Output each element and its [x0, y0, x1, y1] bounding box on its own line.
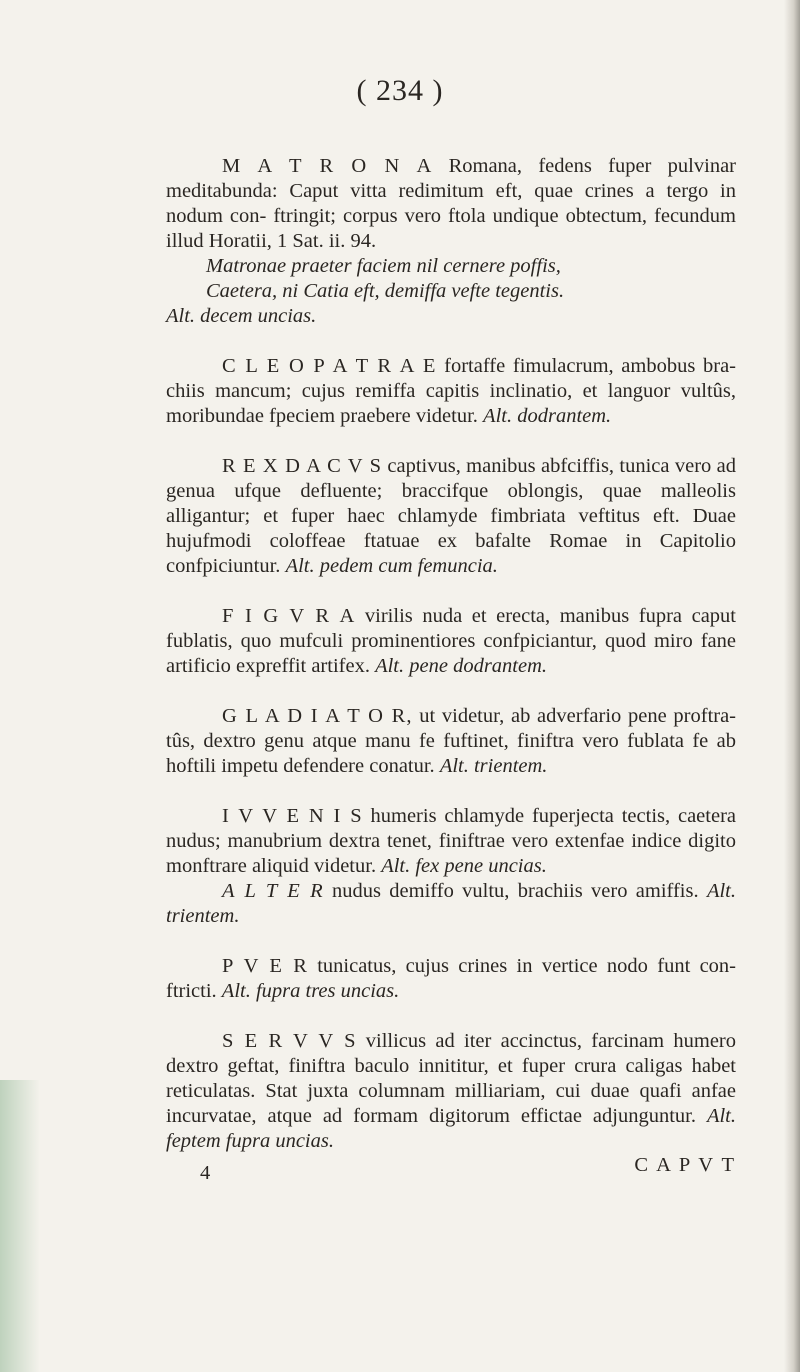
entry-heading: C L E O P A T R A E	[222, 355, 437, 377]
entry-heading: M A T R O N A	[222, 155, 433, 177]
page-stain	[0, 1080, 40, 1372]
entry-servus	[166, 1029, 736, 1154]
entry-height: Alt. decem uncias.	[166, 305, 317, 327]
entry-gladiator	[166, 704, 736, 779]
entry-heading: A L T E R	[222, 880, 324, 902]
entry-text: fortaffe fimulacrum, ambobus bra- chiis mancum; cujus remiffa capitis inclinatio, et languor vultûs, moribundae fpeciem praebere videtur.	[166, 355, 737, 427]
entry-height: Alt. fex pene uncias.	[381, 855, 547, 877]
page-edge-shadow	[784, 0, 800, 1372]
entry-heading: S E R V V S	[222, 1030, 357, 1052]
entry-matrona	[166, 154, 736, 329]
entry-figura	[166, 604, 736, 679]
entry-juvenis	[166, 804, 736, 929]
entry-height: Alt. dodrantem.	[483, 405, 612, 427]
entry-text: ut videtur, ab adverfario pene proftra- tûs, dextro genu atque manu fe fuftinet, finiftra vero fublata fe ab hoftili impetu defendere conatur.	[166, 705, 737, 777]
entry-text: captivus, manibus abfciffis, tunica vero ad genua ufque defluente; braccifque oblongis, quae malleolis alligantur; et fuper haec chlamyde fimbriata veftitus eft. Duae hujufmodi coloffeae ftatuae ex bafalte Romae in Capitolio confpiciuntur.	[166, 455, 736, 577]
entry-heading: F I G V R A	[222, 605, 356, 627]
catalogue-text	[166, 154, 736, 1179]
entry-text: Romana, fedens fuper pulvinar meditabunda: Caput vitta redimitum eft, quae crines a tergo in nodum con- ftringit; corpus vero ftola undique obtectum, fecundum illud Horatii, 1 Sat. ii. 94.	[166, 155, 736, 252]
entry-height: Alt. trientem.	[166, 880, 736, 927]
entry-heading: I V V E N I S	[222, 805, 363, 827]
entry-cleopatrae	[166, 354, 736, 429]
entry-heading: G L A D I A T O R,	[222, 705, 413, 727]
entry-height: Alt. fupra tres uncias.	[221, 980, 400, 1002]
entry-text: nudus demiffo vultu, brachiis vero amiffis.	[331, 880, 699, 902]
verse-line: Caetera, ni Catia eft, demiffa vefte tegentis.	[206, 280, 565, 302]
entry-text: virilis nuda et erecta, manibus fupra caput fublatis, quo mufculi prominentiores confpiciantur, quod miro fane artificio expreffit artifex.	[166, 605, 736, 677]
entry-text: humeris chlamyde fuperjecta tectis, caetera nudus; manubrium dextra tenet, finiftrae vero extenfae indice digito monftrare aliquid videtur.	[166, 805, 736, 877]
verse-line: Matronae praeter faciem nil cernere poffis,	[206, 255, 561, 277]
entry-text: tunicatus, cujus crines in vertice nodo funt con- ftricti.	[166, 955, 737, 1002]
catchword: C A P V T	[634, 1154, 736, 1176]
entry-puer	[166, 954, 736, 1004]
entry-height: Alt. feptem fupra uncias.	[166, 1105, 736, 1152]
entry-heading: P V E R	[222, 955, 308, 977]
entry-heading: R E X D A C V S	[222, 455, 383, 477]
entry-height: Alt. pedem cum femuncia.	[285, 555, 498, 577]
signature-mark: 4	[200, 1162, 211, 1184]
entry-text: villicus ad iter accinctus, farcinam humero dextro geftat, finiftra baculo innititur, et fuper crura caligas habet reticulatas. Stat juxta columnam milliariam, cui duae quafi anfae incurvatae, atque ad formam digitorum effictae adjunguntur.	[166, 1030, 736, 1127]
entry-rex-dacus	[166, 454, 736, 579]
entry-height: Alt. trientem.	[439, 755, 548, 777]
entry-height: Alt. pene dodrantem.	[375, 655, 548, 677]
page-number: ( 234 )	[356, 74, 444, 107]
